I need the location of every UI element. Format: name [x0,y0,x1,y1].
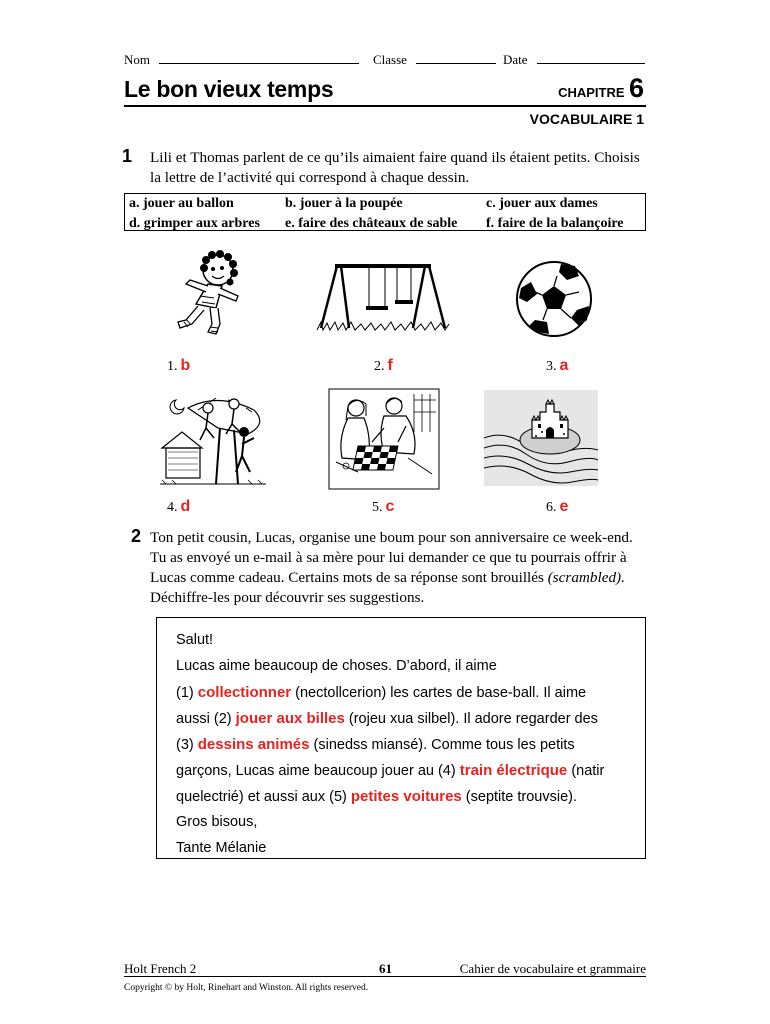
answer-collectionner[interactable]: collectionner [197,684,292,701]
kids-climbing-tree-drawing [158,388,268,488]
letter-line-3 [176,710,598,727]
email-letter-box [156,617,646,859]
exercise-2-instructions [150,528,633,608]
title-rule [124,105,646,107]
letter-text: aussi (2) [176,711,232,727]
chapter-number: 6 [628,73,644,103]
item-6 [546,498,568,516]
footer-book: Holt French 2 [124,961,197,976]
instruction-line: Lili et Thomas parlent de ce qu’ils aimaient faire quand ils étaient petits. Choisis [150,149,640,166]
instruction-text: Lucas comme cadeau. Certains mots de sa réponse sont brouillés [150,569,548,586]
answer-petites-voitures[interactable]: petites voitures [350,788,462,805]
option-a: a. jouer au ballon [129,196,234,211]
footer-workbook: Cahier de vocabulaire et grammaire [459,961,646,976]
item-number: 5. [372,500,383,515]
date-field[interactable] [503,52,645,68]
letter-line-6 [176,788,577,805]
swing-set-drawing [313,256,453,336]
item-2 [374,357,393,375]
answer-5[interactable]: c [385,498,395,515]
classe-blank[interactable] [416,53,496,64]
sandcastle-drawing [484,390,598,486]
exercise-2-number: 2 [131,526,142,546]
option-e: e. faire des châteaux de sable [285,216,458,231]
chapter-label: CHAPITRE [558,85,625,100]
instruction-line [150,568,633,588]
letter-text: (nectollcerion) les cartes de base-ball. Il aime [295,685,587,701]
option-f: f. faire de la balançoire [486,216,624,231]
blank-number: (1) [176,685,194,701]
letter-closing: Gros bisous, [176,814,258,830]
answer-4[interactable]: d [180,498,191,515]
item-number: 3. [546,359,557,374]
answer-train-electrique[interactable]: train électrique [459,762,568,779]
soccer-ball-drawing [513,258,595,340]
answer-jouer-aux-billes[interactable]: jouer aux billes [235,710,345,727]
section-title: VOCABULAIRE 1 [529,111,644,127]
nom-blank[interactable] [159,53,359,64]
option-b: b. jouer à la poupée [285,196,403,211]
instruction-line: la lettre de l’activité qui correspond à chaque dessin. [150,169,470,186]
option-d: d. grimper aux arbres [129,216,260,231]
letter-text: (natir [571,763,605,779]
page-title: Le bon vieux temps [124,76,334,102]
letter-text: garçons, Lucas aime beaucoup jouer au (4) [176,763,456,779]
answer-dessins-animes[interactable]: dessins animés [197,736,310,753]
date-label: Date [503,52,528,67]
class-field[interactable] [373,52,496,68]
instruction-line: Déchiffre-les pour découvrir ses suggestions. [150,589,425,606]
options-row [125,194,628,214]
exercise-1-instructions [150,148,640,188]
options-box [124,193,646,231]
letter-text: (sinedss miansé). Comme tous les petits [313,737,575,753]
letter-line-5 [176,762,604,779]
nom-label: Nom [124,52,150,67]
instruction-italic: (scrambled). [547,569,625,586]
answer-1[interactable]: b [180,357,191,374]
item-number: 6. [546,500,557,515]
chapter-heading [558,73,644,104]
letter-line-4 [176,736,575,753]
page-number: 61 [379,961,392,976]
item-number: 2. [374,359,385,374]
answer-2[interactable]: f [387,357,393,374]
copyright: Copyright © by Holt, Rinehart and Winston. All rights reserved. [124,983,369,993]
option-c: c. jouer aux dames [486,196,598,211]
letter-line-2 [176,684,586,701]
item-1 [167,357,190,375]
rag-doll-drawing [160,248,250,338]
answer-6[interactable]: e [559,498,569,515]
blank-number: (3) [176,737,194,753]
instruction-line: Ton petit cousin, Lucas, organise une boum pour son anniversaire ce week-end. [150,529,633,546]
exercise-1-number: 1 [122,146,133,166]
options-row [125,214,628,234]
item-number: 1. [167,359,178,374]
letter-signature: Tante Mélanie [176,840,267,856]
letter-greeting: Salut! [176,632,214,648]
date-blank[interactable] [537,53,645,64]
name-field[interactable] [124,52,359,68]
letter-text: (rojeu xua silbel). Il adore regarder des [348,711,598,727]
classe-label: Classe [373,52,407,67]
letter-text: quelectrié) et aussi aux (5) [176,789,347,805]
item-number: 4. [167,500,178,515]
item-4 [167,498,190,516]
answer-3[interactable]: a [559,357,569,374]
checkers-game-drawing [328,388,440,490]
options-table [125,194,628,234]
instruction-line: Tu as envoyé un e-mail à sa mère pour lui demander ce que tu pourrais offrir à [150,549,627,566]
item-5 [372,498,394,516]
item-3 [546,357,568,375]
letter-text: (septite trouvsie). [465,789,578,805]
letter-line-1: Lucas aime beaucoup de choses. D’abord, il aime [176,658,497,674]
